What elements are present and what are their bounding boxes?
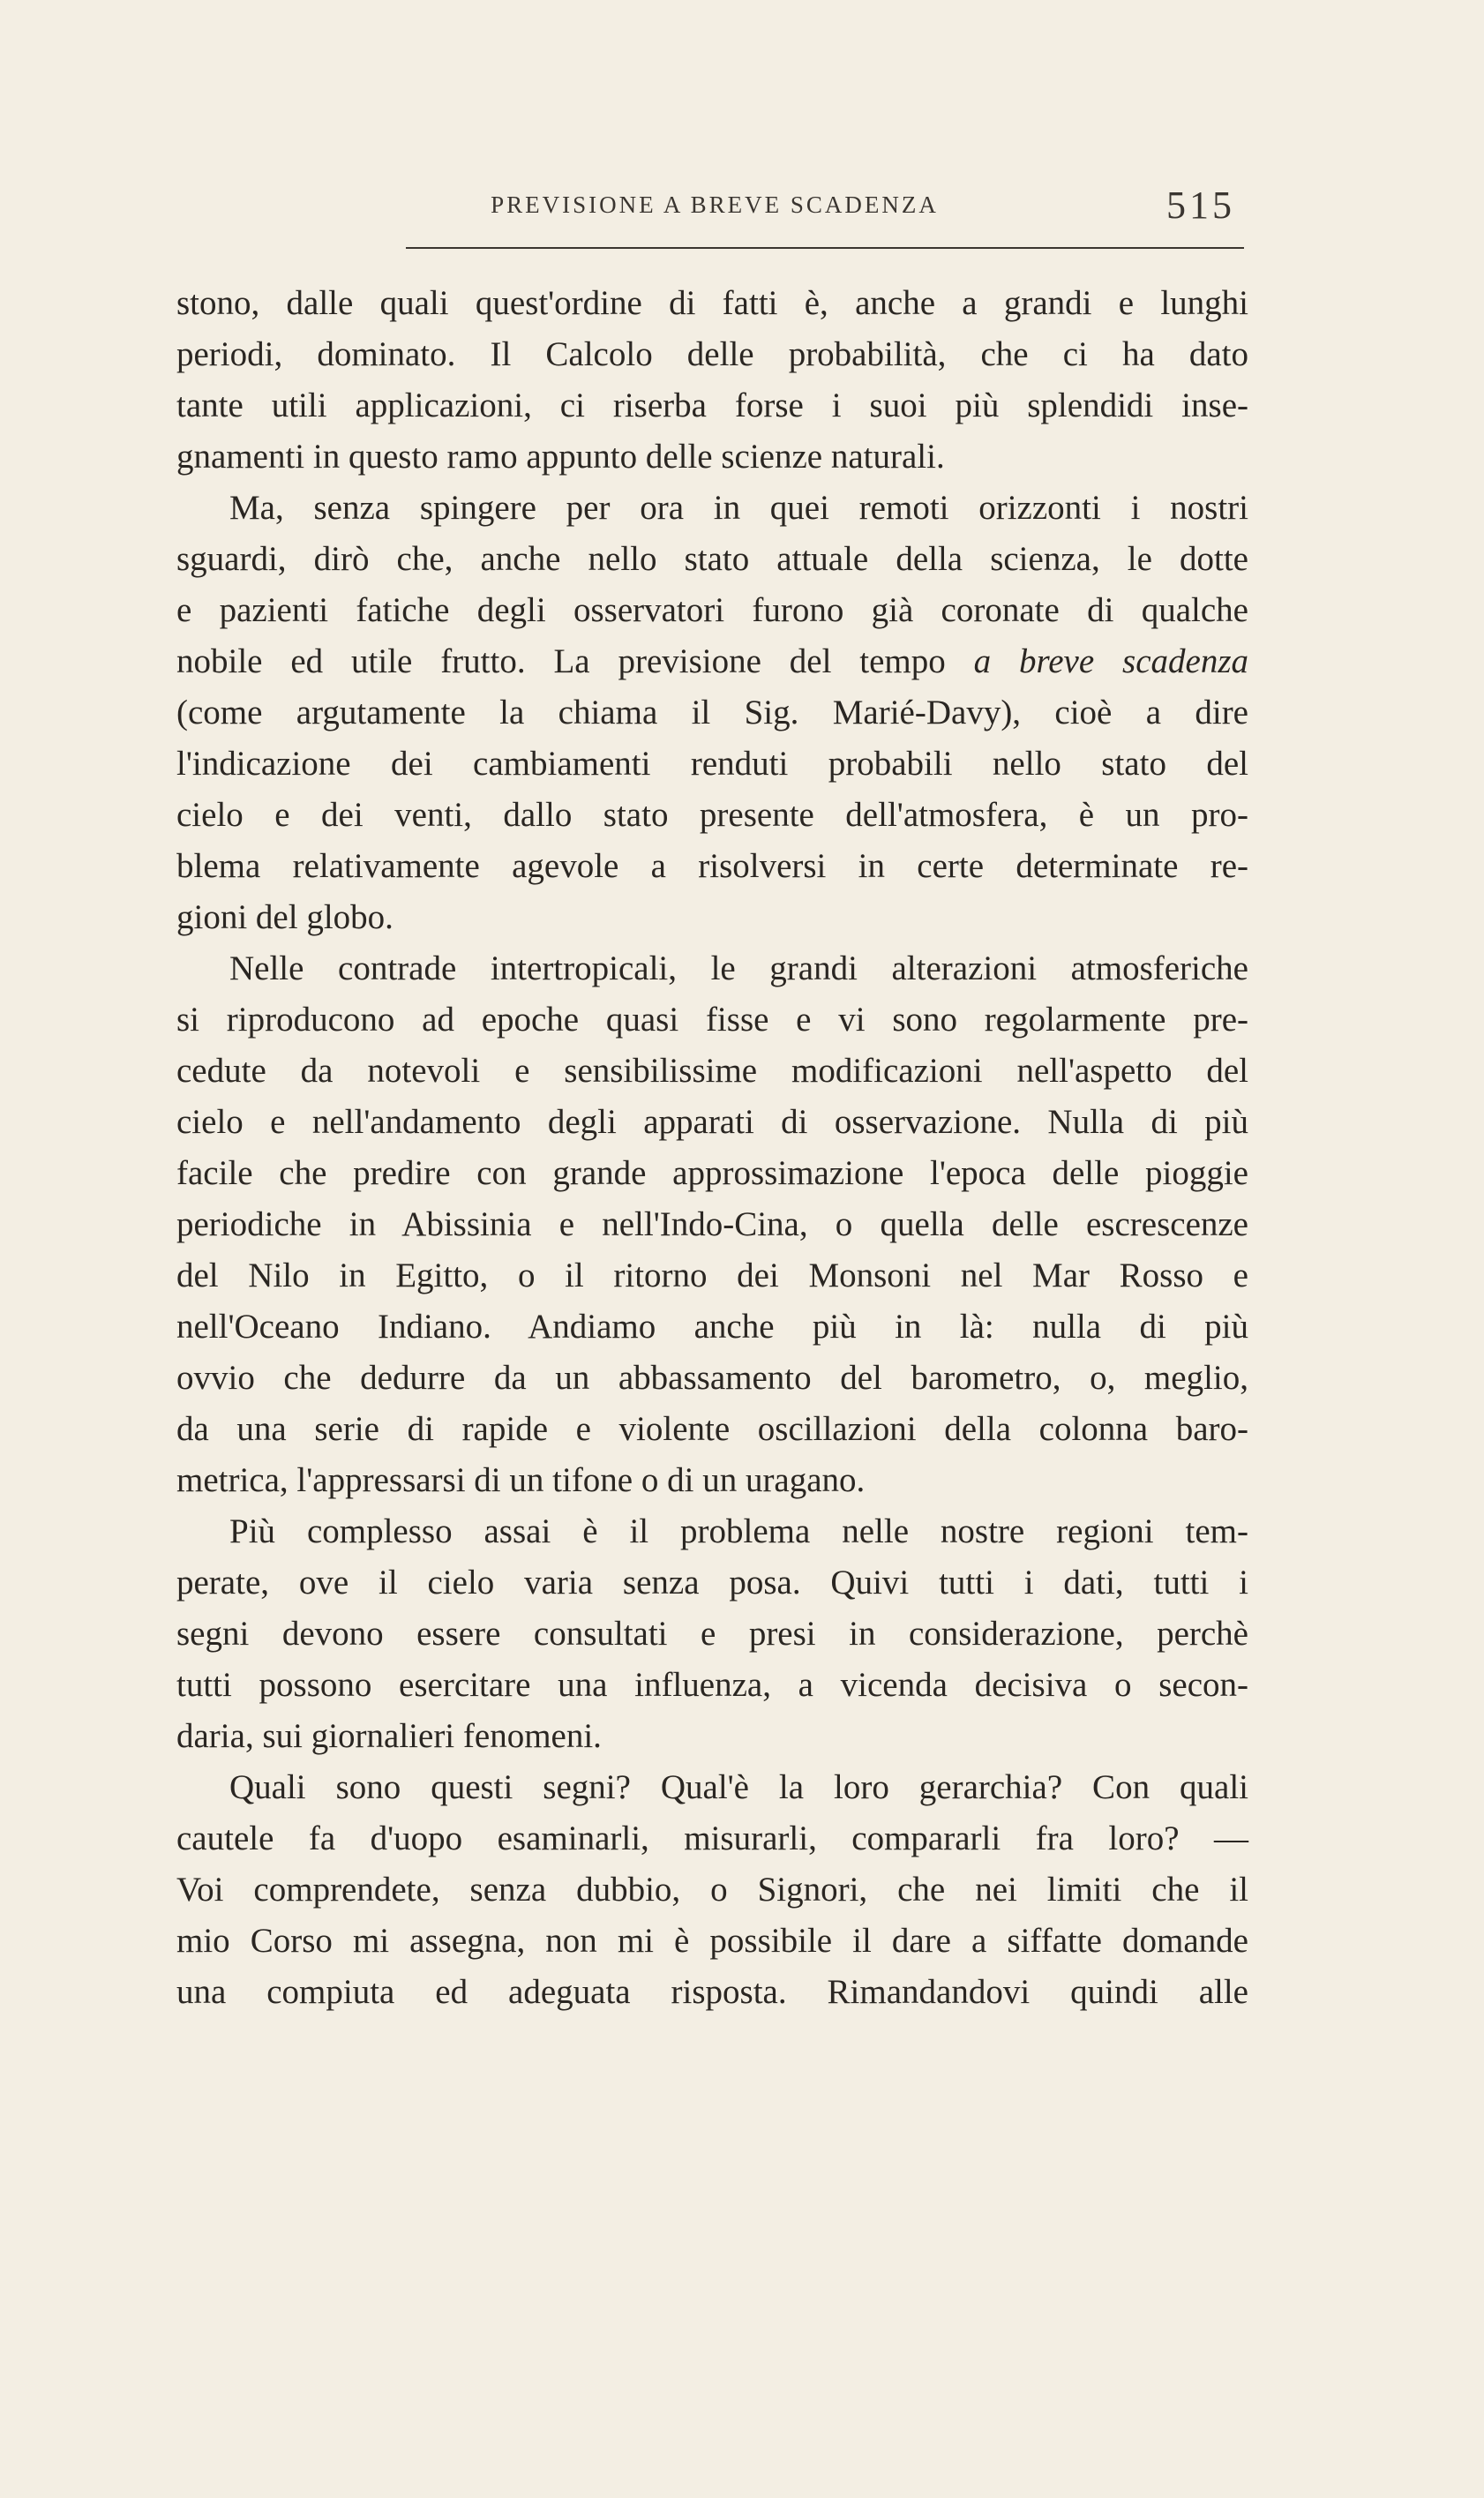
text-line: blema relativamente agevole a risolversi in certe determinate re- (176, 847, 1248, 885)
text-line: sguardi, dirò che, anche nello stato attuale della scienza, le dotte (176, 540, 1248, 578)
text-line: cielo e dei venti, dallo stato presente dell'atmosfera, è un pro- (176, 796, 1248, 834)
text-line: stono, dalle quali quest'ordine di fatti è, anche a grandi e lunghi (176, 284, 1248, 322)
text-line: ovvio che dedurre da un abbassamento del barometro, o, meglio, (176, 1359, 1248, 1397)
text-line: (come argutamente la chiama il Sig. Marié-Davy), cioè a dire (176, 694, 1248, 731)
text-line: gnamenti in questo ramo appunto delle scienze naturali. (176, 438, 945, 476)
body-text (176, 278, 1248, 2018)
text-line: Quali sono questi segni? Qual'è la loro gerarchia? Con quali (229, 1768, 1248, 1806)
text-line: metrica, l'appressarsi di un tifone o di un uragano. (176, 1461, 866, 1499)
text-line: daria, sui giornalieri fenomeni. (176, 1717, 602, 1755)
page-header (406, 181, 1244, 234)
text-line: gioni del globo. (176, 898, 393, 936)
text-line: cautele fa d'uopo esaminarli, misurarli, compararli fra loro? — (176, 1819, 1248, 1857)
text-line: cielo e nell'andamento degli apparati di osservazione. Nulla di più (176, 1103, 1248, 1141)
text-line: Più complesso assai è il problema nelle nostre regioni tem- (229, 1512, 1248, 1550)
text-line: del Nilo in Egitto, o il ritorno dei Monsoni nel Mar Rosso e (176, 1257, 1248, 1294)
text-line: tutti possono esercitare una influenza, a vicenda decisiva o secon- (176, 1666, 1248, 1704)
header-rule (406, 247, 1244, 249)
page-number: 515 (1166, 184, 1235, 227)
text-line: e pazienti fatiche degli osservatori furono già coronate di qualche (176, 591, 1248, 629)
text-line: Voi comprendete, senza dubbio, o Signori, che nei limiti che il (176, 1871, 1248, 1909)
text-line: periodiche in Abissinia e nell'Indo-Cina, o quella delle escrescenze (176, 1205, 1248, 1243)
text-line: cedute da notevoli e sensibilissime modificazioni nell'aspetto del (176, 1052, 1248, 1090)
text-line: nell'Oceano Indiano. Andiamo anche più in là: nulla di più (176, 1308, 1248, 1346)
text-line: da una serie di rapide e violente oscillazioni della colonna baro- (176, 1410, 1248, 1448)
text-line (176, 636, 1248, 687)
text-line: si riproducono ad epoche quasi fisse e vi sono regolarmente pre- (176, 1001, 1248, 1039)
text-line: segni devono essere consultati e presi in considerazione, perchè (176, 1615, 1248, 1653)
text-line: una compiuta ed adeguata risposta. Rimandandovi quindi alle (176, 1973, 1248, 2011)
italic-phrase: a breve scadenza (973, 642, 1249, 680)
text-line: tante utili applicazioni, ci riserba forse i suoi più splendidi inse- (176, 386, 1248, 424)
text-line: mio Corso mi assegna, non mi è possibile il dare a siffatte domande (176, 1922, 1248, 1960)
text-line: periodi, dominato. Il Calcolo delle probabilità, che ci ha dato (176, 335, 1248, 373)
text-line: Nelle contrade intertropicali, le grandi alterazioni atmosferiche (229, 949, 1248, 987)
text-line: facile che predire con grande approssimazione l'epoca delle pioggie (176, 1154, 1248, 1192)
text-line: Ma, senza spingere per ora in quei remoti orizzonti i nostri (229, 489, 1248, 527)
text-line: perate, ove il cielo varia senza posa. Quivi tutti i dati, tutti i (176, 1564, 1248, 1602)
text-run: nobile ed utile frutto. La previsione del tempo (176, 642, 974, 680)
running-title: PREVISIONE A BREVE SCADENZA (491, 191, 939, 218)
text-line: l'indicazione dei cambiamenti renduti probabili nello stato del (176, 745, 1248, 783)
